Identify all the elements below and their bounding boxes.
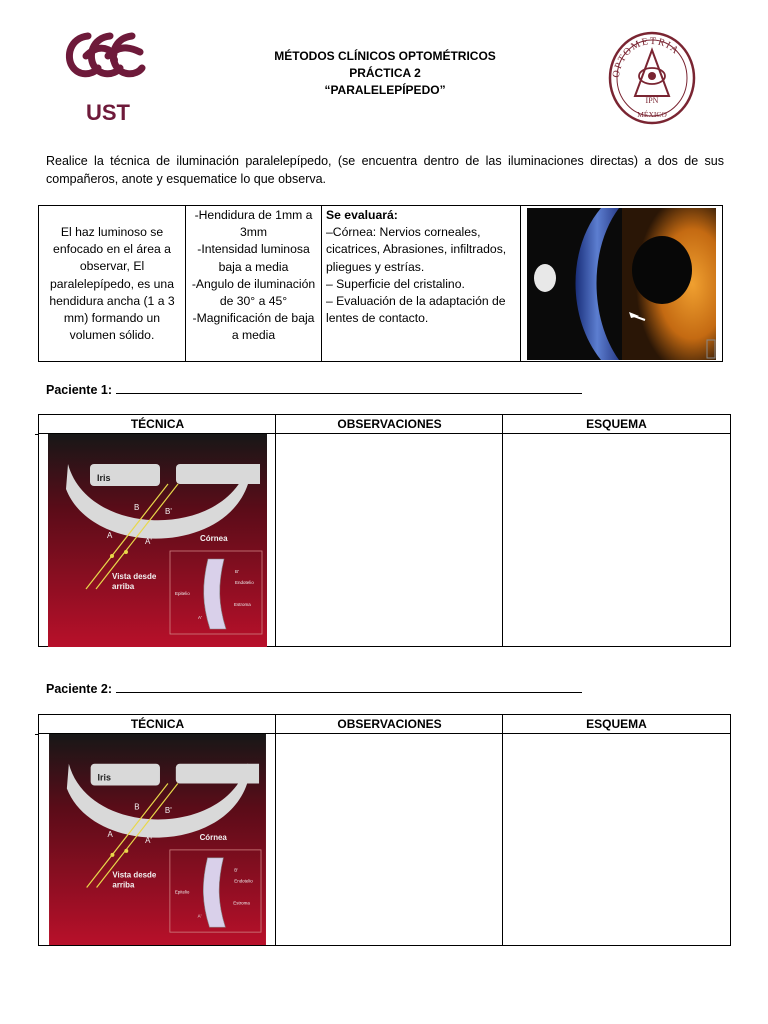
practice-name: “PARALELEPÍPEDO” (324, 83, 446, 97)
technique-info-table (38, 205, 723, 362)
param-intensity: -Intensidad luminosa baja a media (197, 242, 310, 274)
param-angle: -Angulo de iluminación de 30° a 45° (191, 276, 316, 309)
estroma-label: Estroma (233, 900, 250, 906)
seal-ipn-text: IPN (645, 96, 659, 105)
iris-shape (176, 464, 252, 484)
endotelio-label: Endotelio (235, 580, 254, 585)
small-a-label: A' (197, 913, 202, 919)
instructions-paragraph: Realice la técnica de iluminación paralelepípedo, (se encuentra dentro de las iluminaciones directas) a dos de sus compañeros, anote y esquematice lo que observa. (46, 154, 724, 186)
patient-2-observations-area[interactable] (276, 734, 502, 945)
ust-logo-text: UST (86, 100, 130, 125)
evaluation-list (322, 206, 521, 361)
row-tick (35, 734, 39, 735)
header-esquema: ESQUEMA (503, 415, 730, 434)
beam-point-a (110, 554, 114, 558)
estroma-label: Estroma (234, 602, 251, 607)
patient-1-name-line[interactable] (116, 382, 582, 394)
beam-point-a (110, 853, 114, 857)
evaluation-item-contact-lens: – Evaluación de la adaptación de lentes de contacto. (326, 294, 506, 326)
point-b-label: B (134, 802, 140, 812)
epitelio-label: Epitelio (175, 591, 190, 596)
point-a-label: A (107, 830, 113, 840)
evaluation-item-lens: – Superficie del cristalino. (326, 276, 465, 291)
point-b-label: B (134, 503, 140, 512)
patient-2-sketch-area[interactable] (503, 734, 730, 945)
technique-parameters (186, 206, 322, 361)
cornea-label: Córnea (199, 832, 227, 842)
patient-1-label-text: Paciente 1: (46, 383, 113, 397)
patient-2-table (38, 714, 731, 946)
param-slit-width: -Hendidura de 1mm a 3mm (194, 208, 313, 240)
optometria-ipn-seal (607, 30, 697, 126)
practice-number: PRÁCTICA 2 (349, 66, 421, 80)
view-label-line1: Vista desde (112, 870, 157, 880)
slit-lamp-photo (527, 208, 716, 360)
technique-description: El haz luminoso se enfocado en el área a observar, El paralelepípedo, es una hendidura ancha (1 a 3 mm) formando un volumen sólido. (39, 206, 186, 361)
beam-point-a-prime (124, 849, 128, 853)
patient-2-label-text: Paciente 2: (46, 682, 113, 696)
header-observaciones: OBSERVACIONES (276, 715, 503, 734)
param-magnification: -Magnificación de baja a media (192, 311, 315, 343)
seal-top-text: OPTOMETRIA (610, 35, 682, 79)
point-b-prime-label: B' (164, 806, 172, 816)
epitelio-label: Epitelio (174, 889, 190, 895)
technique-diagram (48, 734, 267, 945)
patient-2-label (46, 681, 582, 696)
course-title: MÉTODOS CLÍNICOS OPTOMÉTRICOS (274, 49, 496, 63)
ust-logo (58, 26, 158, 126)
beam-point-a-prime (124, 550, 128, 554)
view-label-line2: arriba (112, 880, 135, 890)
patient-1-sketch-area[interactable] (503, 434, 730, 646)
view-label-line2: arriba (112, 582, 135, 591)
point-a-prime-label: A' (145, 537, 152, 546)
iris-shape (176, 764, 251, 784)
technique-diagram (48, 434, 267, 647)
endotelio-label: Endotelio (234, 878, 253, 884)
patient-2-name-line[interactable] (116, 681, 582, 693)
cornea-label: Córnea (200, 534, 228, 543)
view-label-line1: Vista desde (112, 572, 157, 581)
point-b-prime-label: B' (165, 507, 172, 516)
evaluation-item-cornea: –Córnea: Nervios corneales, cicatrices, Abrasiones, infiltrados, pliegues y estrías. (326, 225, 507, 274)
small-b-label: B' (235, 569, 239, 574)
small-b-label: B' (234, 867, 239, 873)
row-tick (35, 434, 39, 435)
point-a-label: A (107, 531, 113, 540)
patient-1-label (46, 382, 582, 397)
point-a-prime-label: A' (145, 835, 152, 845)
patient-1-observations-area[interactable] (276, 434, 502, 646)
header-esquema: ESQUEMA (503, 715, 730, 734)
header-tecnica: TÉCNICA (39, 415, 276, 434)
header-observaciones: OBSERVACIONES (276, 415, 503, 434)
iris-label: Iris (97, 473, 111, 483)
slit-lamp-photo-cell (521, 206, 722, 361)
iris-label: Iris (97, 772, 111, 783)
svg-text:OPTOMETRIA (611, 36, 682, 79)
evaluation-heading: Se evaluará: (326, 208, 398, 222)
document-title (240, 48, 530, 99)
seal-bottom-text: MÉXICO (637, 110, 667, 119)
small-a-label: A' (198, 615, 202, 620)
patient-1-table (38, 414, 731, 647)
header-tecnica: TÉCNICA (39, 715, 276, 734)
